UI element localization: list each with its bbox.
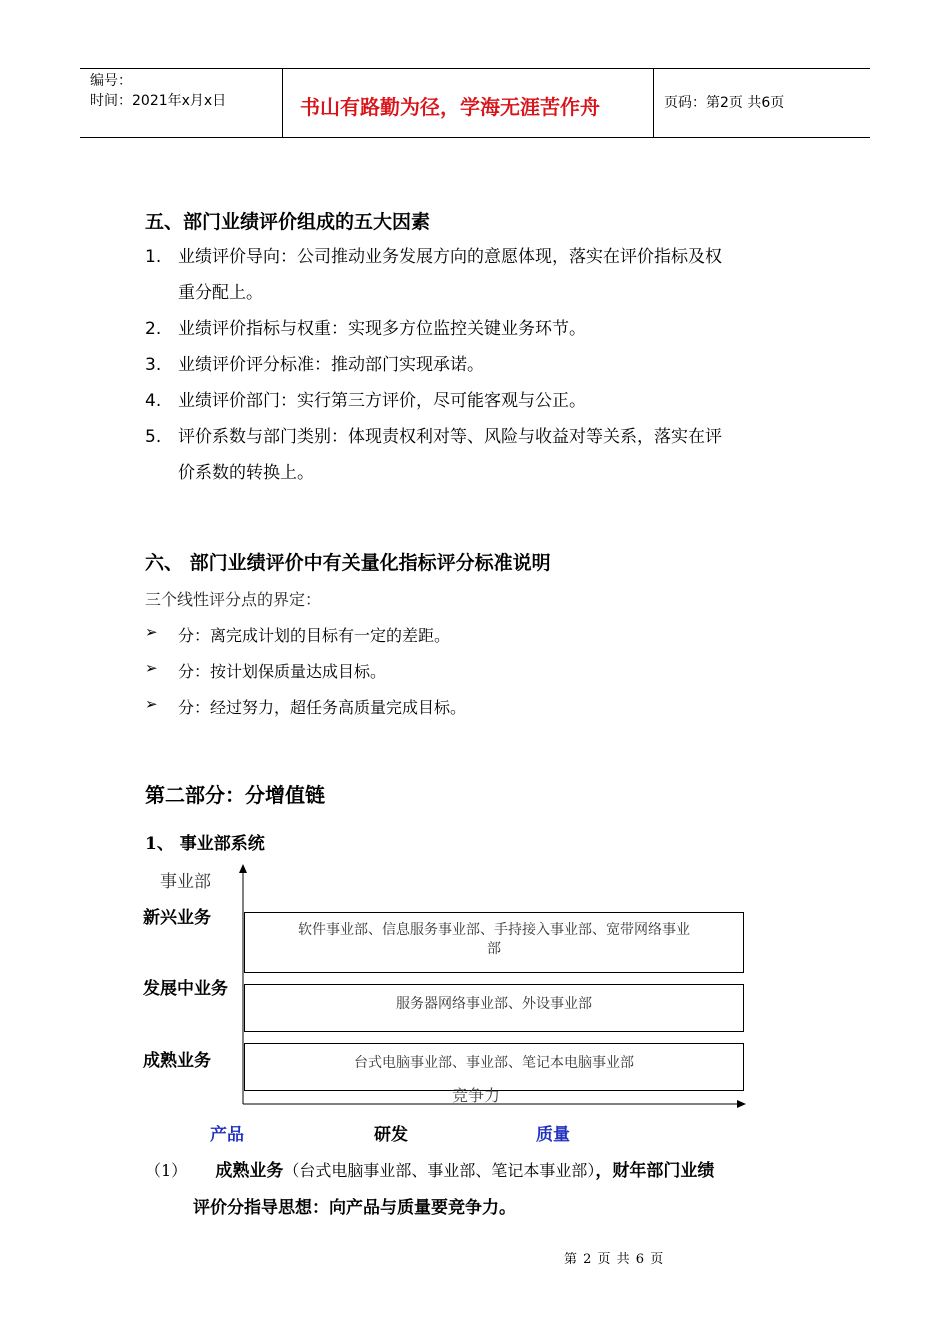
list-item-text: 业绩评价导向：公司推动业务发展方向的意愿体现，落实在评价指标及权: [178, 247, 722, 267]
list-item-text: 业绩评价评分标准：推动部门实现承诺。: [178, 355, 484, 375]
list-item-text: 业绩评价部门：实行第三方评价，尽可能客观与公正。: [178, 391, 586, 411]
part2-title: 第二部分：分增值链: [145, 783, 325, 807]
y-axis-label: 事业部: [160, 872, 211, 892]
list-item-number: 1.: [145, 247, 162, 267]
page-header: [80, 68, 870, 138]
x-axis-arrow-icon: [737, 1100, 746, 1108]
x-axis-label: 竞争力: [452, 1086, 501, 1105]
list-item-text: 评价系数与部门类别：体现责权利对等、风险与收益对等关系，落实在评: [178, 427, 722, 447]
header-time: 时间：2021年x月x日: [90, 93, 227, 109]
page-footer: 第 2 页 共 6 页: [564, 1252, 664, 1267]
header-number: 编号：: [90, 73, 132, 89]
level-label-emerging: 新兴业务: [143, 908, 211, 928]
header-page-info: 页码：第2页 共6页: [664, 95, 785, 111]
list-item-number: 3.: [145, 355, 162, 375]
box-text: 部: [487, 941, 501, 957]
section6-title: 六、 部门业绩评价中有关量化指标评分标准说明: [145, 552, 551, 574]
list-item-text: 业绩评价指标与权重：实现多方位监控关键业务环节。: [178, 319, 586, 339]
bullet-arrow-icon: ➢: [145, 623, 158, 641]
note-paragraph: [145, 1156, 714, 1181]
part2-subtitle: 1、 事业部系统: [145, 834, 265, 854]
x-item-product: 产品: [210, 1125, 244, 1145]
diagram-box-emerging: [244, 912, 744, 973]
diagram-box-developing: [244, 984, 744, 1032]
level-label-mature: 成熟业务: [143, 1051, 211, 1071]
note-line2: 评价分指导思想：向产品与质量要竞争力。: [193, 1198, 516, 1218]
section5-title: 五、部门业绩评价组成的五大因素: [145, 211, 431, 233]
note-number: （1）: [145, 1161, 188, 1180]
section6-intro: 三个线性评分点的界定：: [145, 590, 322, 609]
header-divider: [653, 69, 654, 137]
bullet-text: 分：离完成计划的目标有一定的差距。: [178, 626, 451, 645]
box-text: 台式电脑事业部、事业部、笔记本电脑事业部: [354, 1055, 634, 1071]
bullet-text: 分：经过努力，超任务高质量完成目标。: [178, 698, 467, 717]
header-motto: 书山有路勤为径，学海无涯苦作舟: [300, 95, 600, 119]
bullet-arrow-icon: ➢: [145, 659, 158, 677]
note-bold-tail: ，财年部门业绩: [595, 1161, 715, 1181]
list-item-number: 5.: [145, 427, 162, 447]
bullet-text: 分：按计划保质量达成目标。: [178, 662, 387, 681]
box-text: 软件事业部、信息服务事业部、手持接入事业部、宽带网络事业: [298, 922, 690, 938]
note-normal: （台式电脑事业部、事业部、笔记本事业部）: [283, 1161, 596, 1180]
x-item-quality: 质量: [536, 1125, 570, 1145]
header-divider: [282, 69, 283, 137]
bullet-arrow-icon: ➢: [145, 695, 158, 713]
note-bold: 成熟业务: [215, 1161, 284, 1181]
y-axis-arrow-icon: [239, 864, 247, 873]
box-text: 服务器网络事业部、外设事业部: [396, 996, 592, 1012]
level-label-developing: 发展中业务: [143, 979, 228, 999]
list-item-number: 2.: [145, 319, 162, 339]
list-item-text: 价系数的转换上。: [178, 463, 314, 483]
x-item-rnd: 研发: [374, 1125, 408, 1145]
list-item-number: 4.: [145, 391, 162, 411]
list-item-text: 重分配上。: [178, 283, 263, 303]
